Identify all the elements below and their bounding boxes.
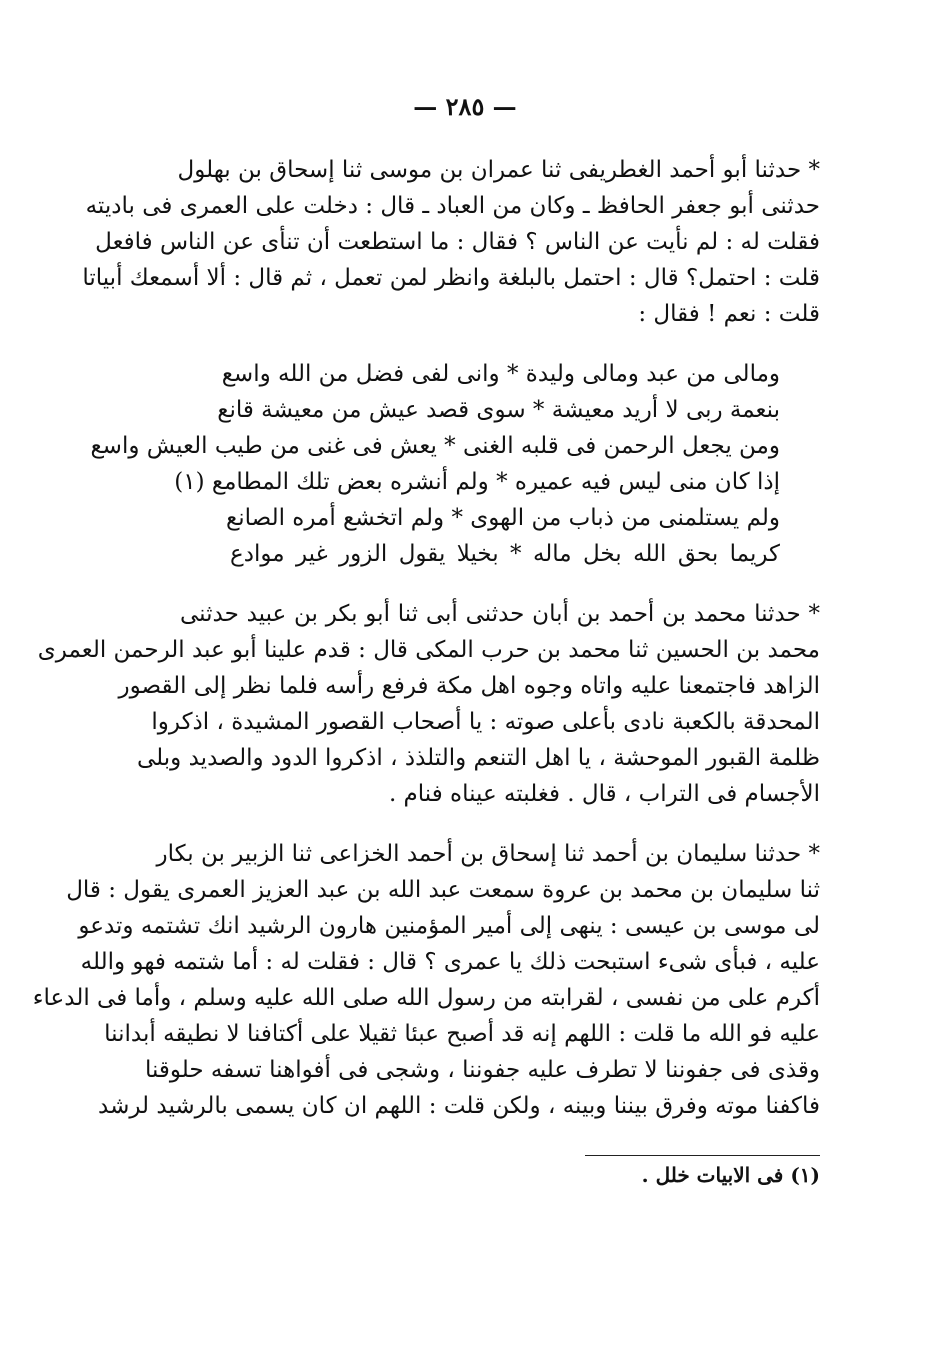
text-line: * حدثنا أبو أحمد الغطريفى ثنا عمران بن موسى ثنا إسحاق بن بهلول xyxy=(177,157,820,183)
poem-verse: ولم يستلمنى من ذباب من الهوى * ولم اتخشع أمره الصانع xyxy=(225,505,780,531)
text-line: محمد بن الحسين ثنا محمد بن حرب المكى قال : قدم علينا أبو عبد الرحمن العمرى xyxy=(37,637,820,663)
text-line: قلت : نعم ! فقال : xyxy=(638,301,820,327)
poem xyxy=(90,356,780,572)
text-line: وقذى فى جفوننا لا تطرف عليه جفوننا ، وشجى فى أفواهنا تسفه حلوقنا xyxy=(144,1057,820,1083)
text-line: ثنا سليمان بن محمد بن عروة سمعت عبد الله بن عبد العزيز العمرى يقول : قال xyxy=(66,877,820,903)
text-line: لى موسى بن عيسى : ينهى إلى أمير المؤمنين هارون الرشيد انك تشتمه وتدعو xyxy=(78,913,820,939)
footnote: (١) فى الابيات خلل . xyxy=(641,1163,820,1187)
text-line: أكرم على من نفسى ، لقرابته من رسول الله صلى الله عليه وسلم ، وأما فى الدعاء xyxy=(32,985,820,1011)
page-number: — ٢٨٥ — xyxy=(413,92,517,121)
text-line: * حدثنا سليمان بن أحمد ثنا إسحاق بن أحمد الخزاعى ثنا الزبير بن بكار xyxy=(156,841,820,867)
text-line: فقلت له : لم نأيت عن الناس ؟ فقال : ما استطعت أن تنأى عن الناس فافعل xyxy=(95,229,820,255)
footnote-rule xyxy=(585,1155,820,1156)
section-1 xyxy=(82,152,820,332)
text-line: الزاهد فاجتمعنا عليه واتاه وجوه اهل مكة فرفع رأسه فلما نظر إلى القصور xyxy=(118,673,820,699)
text-line: المحدقة بالكعبة نادى بأعلى صوته : يا أصحاب القصور المشيدة ، اذكروا xyxy=(151,709,820,735)
text-line: عليه فو الله ما قلت : اللهم إنه قد أصبح عبئا ثقيلا على أكتافنا لا نطيقه أبداننا xyxy=(104,1021,820,1047)
section-2 xyxy=(37,596,820,812)
text-line: قلت : احتمل؟ قال : احتمل بالبلغة وانظر لمن تعمل ، ثم قال : ألا أسمعك أبياتا xyxy=(82,265,820,291)
poem-verse: كريما بحق الله بخل ماله * بخيلا يقول الزور غير موادع xyxy=(230,541,780,567)
section-3 xyxy=(32,836,820,1124)
text-line: ظلمة القبور الموحشة ، يا اهل التنعم والتلذذ ، اذكروا الدود والصديد وبلى xyxy=(136,745,820,771)
poem-verse: بنعمة ربى لا أريد معيشة * سوى قصد عيش من معيشة قانع xyxy=(217,397,780,423)
text-line: * حدثنا محمد بن أحمد بن أبان حدثنى أبى ثنا أبو بكر بن عبيد حدثنى xyxy=(180,601,820,627)
text-line: عليه ، فبأى شىء استبحت ذلك يا عمرى ؟ قال : فقلت له : أما شتمه فهو والله xyxy=(80,949,820,975)
poem-verse: إذا كان منى ليس فيه عميره * ولم أنشره بعض تلك المطامع (١) xyxy=(174,469,780,495)
poem-verse: ومن يجعل الرحمن فى قلبه الغنى * يعش فى غنى من طيب العيش واسع xyxy=(90,433,780,459)
text-line: فاكفنا موته وفرق بيننا وبينه ، ولكن قلت : اللهم ان كان يسمى بالرشيد لرشد xyxy=(98,1093,820,1119)
text-line: الأجسام فى التراب ، قال . فغلبته عيناه فنام . xyxy=(388,781,820,807)
text-line: حدثنى أبو جعفر الحافظ ـ وكان من العباد ـ قال : دخلت على العمرى فى باديته xyxy=(85,193,820,219)
poem-verse: ومالى من عبد ومالى وليدة * وانى لفى فضل من الله واسع xyxy=(221,361,780,387)
